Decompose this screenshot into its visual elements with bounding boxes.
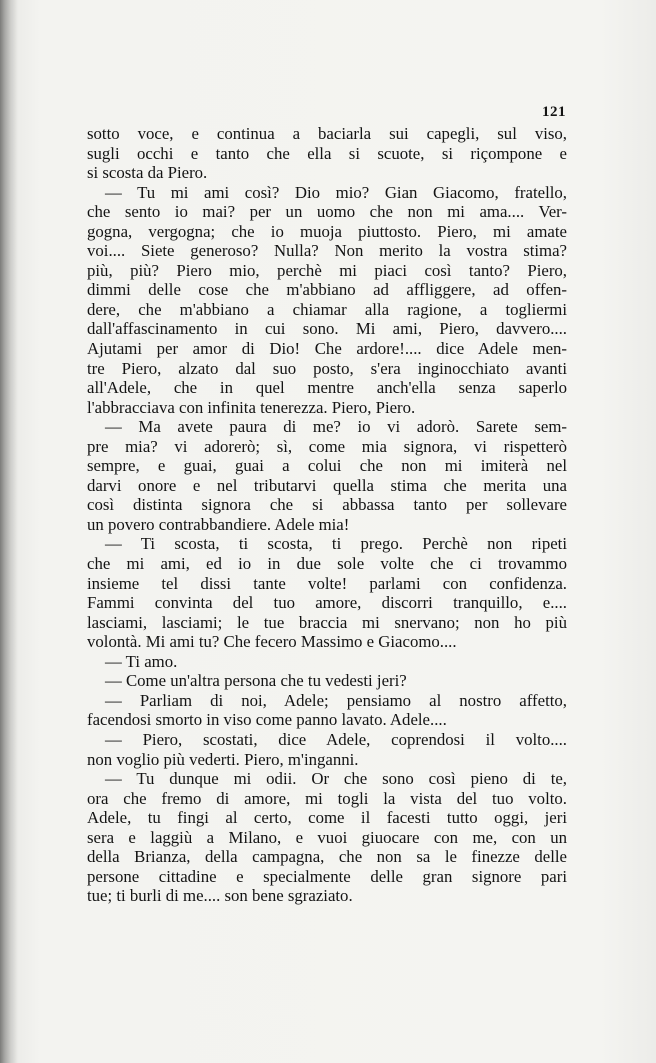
text-line: l'abbracciava con infinita tenerezza. Piero, Piero. — [87, 397, 416, 417]
text-line: — Tu mi ami così? Dio mio? Gian Giacomo, fratello, — [105, 182, 567, 202]
body-text — [87, 124, 567, 906]
text-line: sugli occhi e tanto che ella si scuote, si riçompone e — [87, 143, 567, 163]
text-line: persone cittadine e specialmente delle gran signore pari — [87, 866, 567, 886]
text-line: un povero contrabbandiere. Adele mia! — [87, 514, 350, 534]
text-line: ora che fremo di amore, mi togli la vista del tuo volto. — [87, 788, 567, 808]
text-line: darvi onore e nel tributarvi quella stima che merita una — [87, 475, 567, 495]
text-line: sempre, e guai, guai a colui che non mi imiterà nel — [87, 456, 567, 476]
text-line: Fammi convinta del tuo amore, discorri tranquillo, e.... — [87, 593, 567, 613]
text-line: non voglio più vederti. Piero, m'inganni. — [87, 749, 359, 769]
text-line: che sento io mai? per un uomo che non mi ama.... Ver- — [87, 202, 567, 222]
text-line: che mi ami, ed io in due sole volte che ci trovammo — [87, 554, 567, 574]
text-line: — Ti amo. — [105, 651, 178, 671]
text-line: voi.... Siete generoso? Nulla? Non merito la vostra stima? — [87, 241, 567, 261]
text-line: dere, che m'abbiano a chiamar alla ragione, a togliermi — [87, 299, 567, 319]
text-line: — Parliam di noi, Adele; pensiamo al nostro affetto, — [105, 690, 567, 710]
text-line: volontà. Mi ami tu? Che fecero Massimo e Giacomo.... — [87, 632, 457, 652]
text-line: così distinta signora che si abbassa tanto per sollevare — [87, 495, 567, 515]
text-line: si scosta da Piero. — [87, 163, 208, 183]
text-line: all'Adele, che in quel mentre anch'ella senza saperlo — [87, 378, 567, 398]
text-line: Adele, tu fingi al certo, come il facesti tutto oggi, jeri — [87, 808, 567, 828]
text-line: — Ma avete paura di me? io vi adorò. Sarete sem- — [105, 417, 567, 437]
text-line: — Ti scosta, ti scosta, ti prego. Perchè non ripeti — [105, 534, 567, 554]
text-line: tue; ti burli di me.... son bene sgraziato. — [87, 886, 353, 906]
text-line: lasciami, lasciami; le tue braccia mi snervano; non ho più — [87, 612, 567, 632]
text-line: pre mia? vi adorerò; sì, come mia signora, vi rispetterò — [87, 436, 567, 456]
text-line: dall'affascinamento in cui sono. Mi ami, Piero, davvero.... — [87, 319, 567, 339]
text-line: gogna, vergogna; che io muoja piuttosto. Piero, mi amate — [87, 221, 567, 241]
text-line: tre Piero, alzato dal suo posto, s'era inginocchiato avanti — [87, 358, 567, 378]
text-line: della Brianza, della campagna, che non sa le finezze delle — [87, 847, 567, 867]
text-line: facendosi smorto in viso come panno lavato. Adele.... — [87, 710, 447, 730]
text-line: — Come un'altra persona che tu vedesti jeri? — [105, 671, 407, 691]
text-line: sera e laggiù a Milano, e vuoi giuocare con me, con un — [87, 827, 567, 847]
text-line: — Tu dunque mi odii. Or che sono così pieno di te, — [105, 769, 567, 789]
text-line: dimmi delle cose che m'abbiano ad affliggere, ad offen- — [87, 280, 567, 300]
text-line: Ajutami per amor di Dio! Che ardore!.... dice Adele men- — [87, 339, 567, 359]
text-line: sotto voce, e continua a baciarla sui capegli, sul viso, — [87, 124, 567, 143]
page-number: 121 — [542, 104, 566, 120]
text-line: più, più? Piero mio, perchè mi piaci così tanto? Piero, — [87, 260, 567, 280]
text-line: — Piero, scostati, dice Adele, coprendosi il volto.... — [105, 729, 567, 749]
page-binding-shadow — [0, 0, 18, 1063]
text-line: insieme tel dissi tante volte! parlami con confidenza. — [87, 573, 567, 593]
